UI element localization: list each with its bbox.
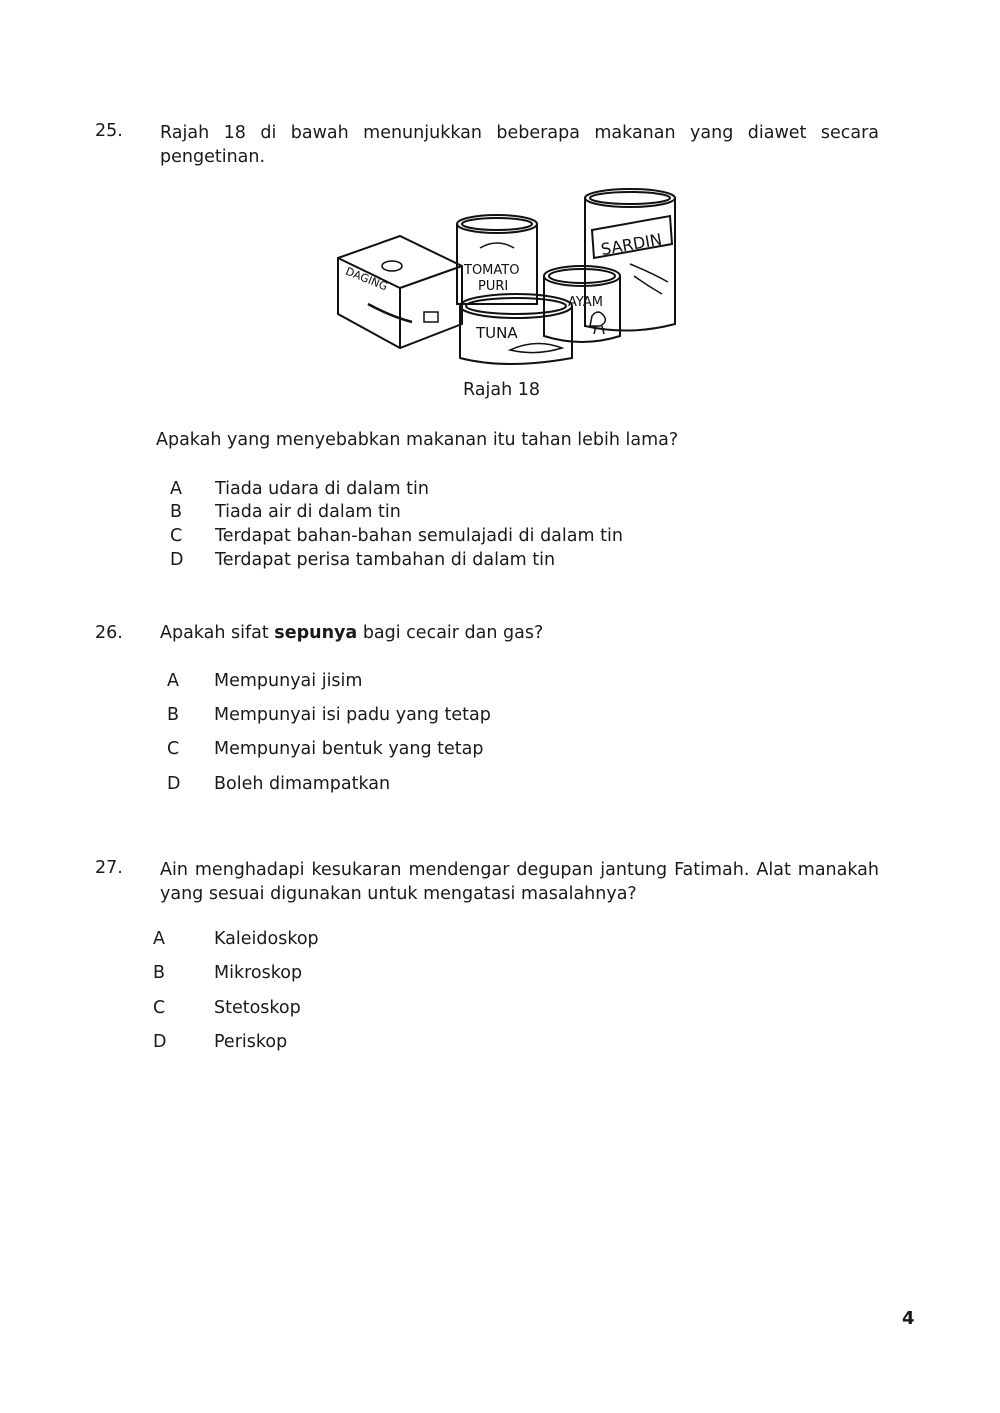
option-text: Mempunyai jisim bbox=[214, 671, 363, 691]
tomato-label: TOMATO bbox=[464, 263, 520, 278]
page-number: 4 bbox=[902, 1308, 915, 1329]
option-letter: C bbox=[167, 739, 180, 759]
option-letter: D bbox=[153, 1032, 167, 1052]
option-text: Mempunyai isi padu yang tetap bbox=[214, 705, 491, 725]
question-25-prompt: Apakah yang menyebabkan makanan itu tahan lebih lama? bbox=[156, 430, 679, 450]
question-25-text: Rajah 18 di bawah menunjukkan beberapa makanan yang diawet secara pengetinan. bbox=[160, 123, 879, 167]
option-text: Terdapat bahan-bahan semulajadi di dalam tin bbox=[215, 526, 623, 546]
ayam-label: AYAM bbox=[568, 295, 603, 310]
option-text: Tiada udara di dalam tin bbox=[215, 479, 429, 499]
question-26-emphasis: sepunya bbox=[274, 623, 358, 643]
canned-food-figure bbox=[330, 186, 700, 376]
puri-label: PURI bbox=[478, 279, 509, 294]
question-26-text-after: bagi cecair dan gas? bbox=[357, 623, 544, 643]
question-27-number: 27. bbox=[95, 858, 123, 878]
option-letter: B bbox=[153, 963, 166, 983]
daging-label: DAGING bbox=[343, 264, 390, 294]
option-text: Boleh dimampatkan bbox=[214, 774, 391, 794]
option-letter: A bbox=[167, 671, 179, 691]
option-letter: C bbox=[153, 998, 166, 1018]
option-letter: B bbox=[170, 502, 183, 522]
option-letter: B bbox=[167, 705, 180, 725]
tomato-puri-can bbox=[457, 215, 537, 304]
question-25-number: 25. bbox=[95, 121, 123, 141]
option-text: Mikroskop bbox=[214, 963, 303, 983]
question-26-number: 26. bbox=[95, 623, 123, 643]
option-letter: A bbox=[170, 479, 182, 499]
option-letter: D bbox=[167, 774, 181, 794]
option-text: Stetoskop bbox=[214, 998, 301, 1018]
option-text: Periskop bbox=[214, 1032, 288, 1052]
question-27-text: Ain menghadapi kesukaran mendengar degupan jantung Fatimah. Alat manakah yang sesuai digunakan untuk mengatasi masalahnya? bbox=[160, 860, 879, 904]
daging-tin bbox=[338, 236, 462, 348]
option-text: Kaleidoskop bbox=[214, 929, 319, 949]
option-letter: D bbox=[170, 550, 184, 570]
option-text: Tiada air di dalam tin bbox=[215, 502, 401, 522]
option-text: Terdapat perisa tambahan di dalam tin bbox=[215, 550, 556, 570]
figure-caption: Rajah 18 bbox=[462, 380, 540, 400]
sardin-label: SARDIN bbox=[599, 229, 664, 260]
option-letter: C bbox=[170, 526, 183, 546]
question-26-text bbox=[160, 623, 543, 643]
question-26-text-before: Apakah sifat bbox=[160, 623, 275, 643]
option-text: Mempunyai bentuk yang tetap bbox=[214, 739, 484, 759]
option-letter: A bbox=[153, 929, 165, 949]
tuna-label: TUNA bbox=[476, 324, 518, 342]
